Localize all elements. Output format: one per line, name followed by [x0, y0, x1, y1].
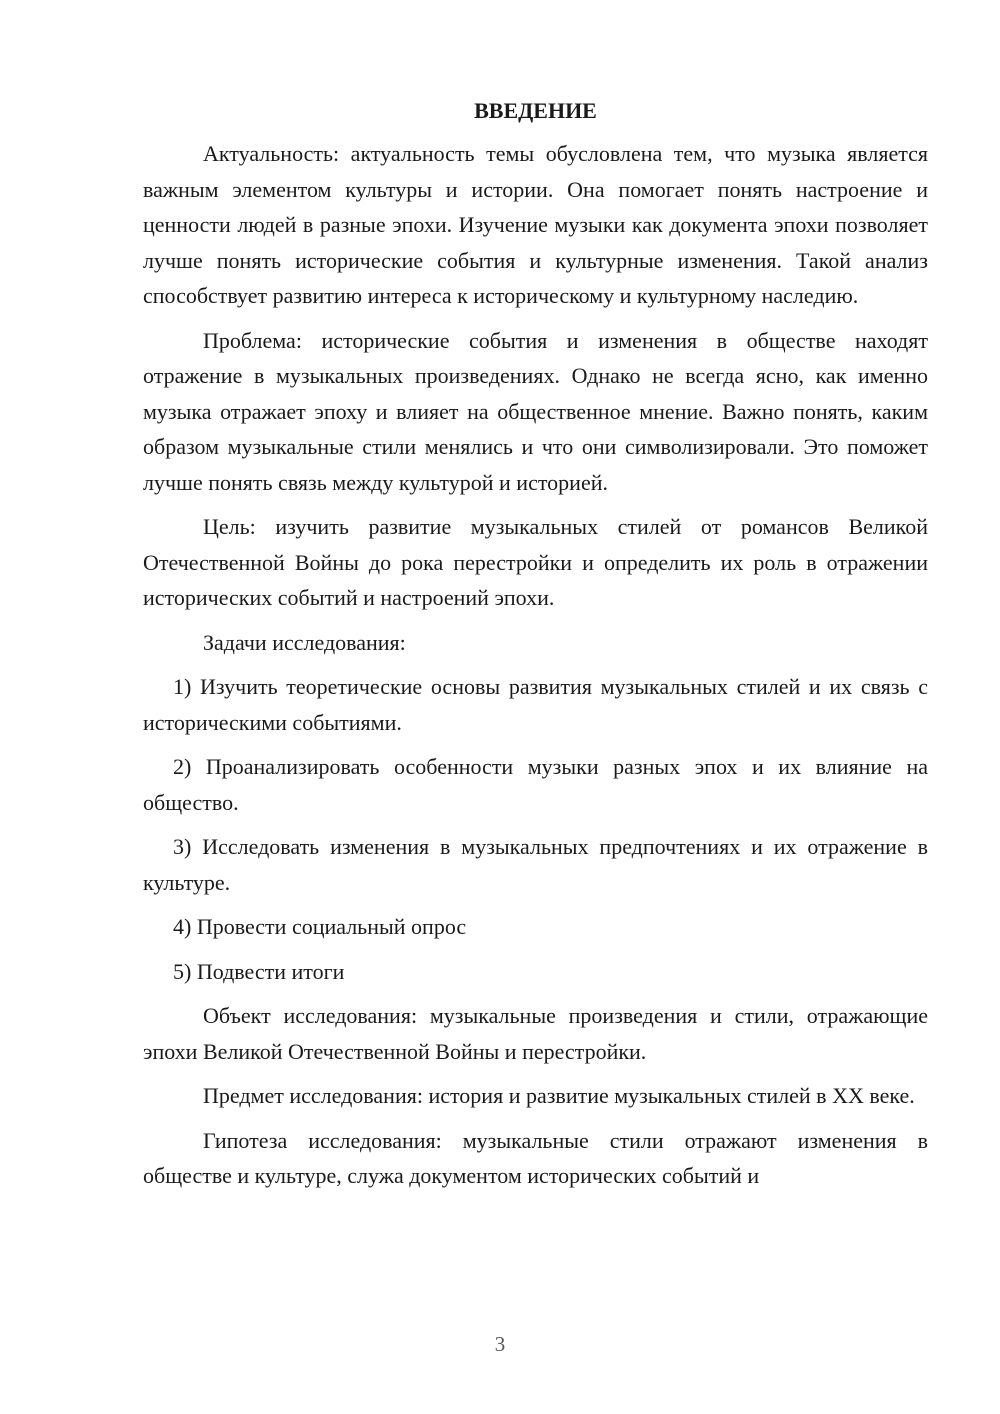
page-body [143, 96, 928, 1203]
paragraph-tasks-heading: Задачи исследования: [203, 629, 406, 655]
paragraph-object: Объект исследования: музыкальные произведения и стили, отражающие эпохи Великой Отечественной Войны и перестройки. [143, 1003, 928, 1064]
paragraph-hypothesis: Гипотеза исследования: музыкальные стили отражают изменения в обществе и культуре, служа документом исторических событий и [143, 1127, 928, 1188]
paragraph-relevance: Актуальность: актуальность темы обусловлена тем, что музыка является важным элементом культуры и истории. Она помогает понять настроение и ценности людей в разные эпохи. Изучение музыки как документа эпохи позволяет лучше понять исторические события и культурные изменения. Такой анализ способствует развитию интереса к историческому и культурному наследию. [143, 141, 928, 308]
section-heading: ВВЕДЕНИЕ [474, 98, 597, 123]
paragraph-goal: Цель: изучить развитие музыкальных стилей от романсов Великой Отечественной Войны до рока перестройки и определить их роль в отражении исторических событий и настроений эпохи. [143, 514, 928, 610]
task-item-3: 3) Исследовать изменения в музыкальных предпочтениях и их отражение в культуре. [143, 834, 928, 895]
page-number: 3 [494, 1332, 506, 1356]
task-item-4: 4) Провести социальный опрос [173, 914, 467, 939]
paragraph-problem: Проблема: исторические события и изменения в обществе находят отражение в музыкальных произведениях. Однако не всегда ясно, как именно музыка отражает эпоху и влияет на общественное мнение. Важно понять, каким образом музыкальные стили менялись и что они символизировали. Это поможет лучше понять связь между культурой и историей. [143, 327, 928, 495]
task-item-1: 1) Изучить теоретические основы развития музыкальных стилей и их связь с историческими событиями. [143, 674, 928, 735]
task-item-2: 2) Проанализировать особенности музыки разных эпох и их влияние на общество. [143, 754, 928, 815]
task-item-5: 5) Подвести итоги [173, 958, 345, 984]
paragraph-subject: Предмет исследования: история и развитие музыкальных стилей в XX веке. [203, 1083, 915, 1108]
